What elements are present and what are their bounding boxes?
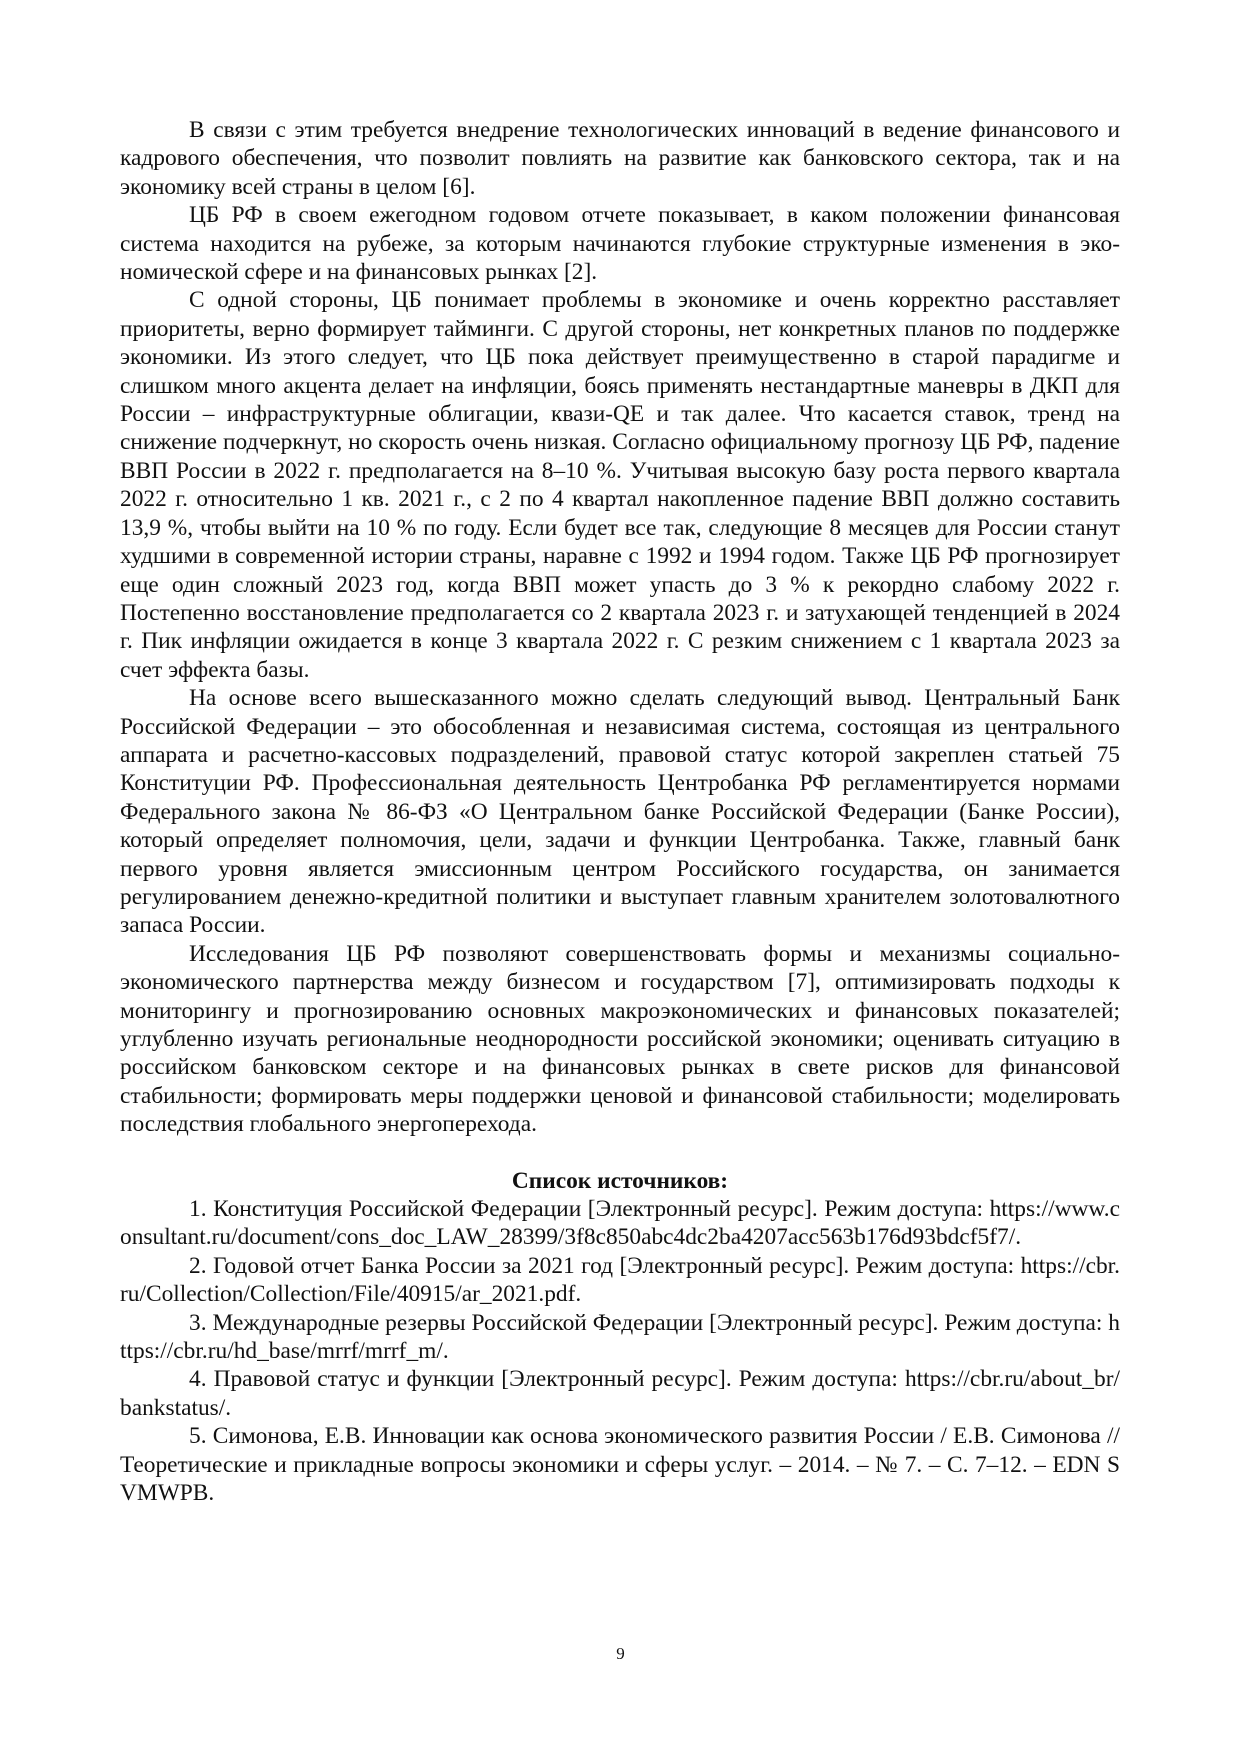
reference-item: 5. Симонова, Е.В. Инновации как основа экономического развития России / Е.В. Симонова // Теоретические и прикладные вопросы экономики и сферы услуг. – 2014. – № 7. – С. 7–12. – EDN SVMWPB. (120, 1423, 1120, 1507)
body-paragraph: На основе всего вышесказанного можно сделать следующий вывод. Центральный Банк Российской Федерации – это обособленная и независимая система, состоящая из центрального аппарата и расчетно-кассовых подразделений, правовой статус которой закреплен статьей 75 Конституции РФ. Профессиональная деятельность Центробанка РФ регламентируется нормами Федерального закона № 86-ФЗ «О Центральном банке Российской Федерации (Банке России), который определяет полномочия, цели, задачи и функции Центробанка. Также, главный банк первого уровня является эмиссионным центром Российского государства, он занимается регулированием денежно-кредитной политики и выступает главным хранителем золотовалютного запаса России. (120, 685, 1120, 939)
body-paragraph: В связи с этим требуется внедрение технологических инноваций в ведение финансового и кадрового обеспечения, что позволит повлиять на развитие как банковского сектора, так и на экономику всей страны в целом [6]. (120, 117, 1120, 200)
reference-list (120, 1195, 1120, 1507)
page-content (120, 116, 1120, 1508)
page-number: 9 (616, 1644, 625, 1663)
references-heading: Список источников: (511, 1167, 729, 1194)
body-paragraph: С одной стороны, ЦБ понимает проблемы в экономике и очень корректно расставляет приоритеты, верно формирует тайминги. С другой стороны, нет конкретных планов по поддержке экономики. Из этого следует, что ЦБ пока действует преимущественно в старой парадигме и слишком много акцента делает на инфляции, боясь применять нестандартные маневры в ДКП для России – инфраструктурные облигации, квази-QE и так далее. Что касается ставок, тренд на снижение подчеркнут, но скорость очень низкая. Согласно официальному прогнозу ЦБ РФ, падение ВВП России в 2022 г. предполагается на 8–10 %. Учитывая высокую базу роста первого квартала 2022 г. относительно 1 кв. 2021 г., с 2 по 4 квартал накопленное падение ВВП должно составить 13,9 %, чтобы выйти на 10 % по году. Если будет все так, следующие 8 месяцев для России станут худшими в современной истории страны, наравне с 1992 и 1994 годом. Также ЦБ РФ прогнозирует еще один сложный 2023 год, когда ВВП может упасть до 3 % к рекордно слабому 2022 г. Постепенно восстановление предполагается со 2 квартала 2023 г. и затухающей тенденцией в 2024 г. Пик инфляции ожидается в конце 3 квартала 2022 г. С резким снижением с 1 квартала 2023 за счет эффекта базы. (120, 287, 1120, 683)
reference-item: 4. Правовой статус и функции [Электронный ресурс]. Режим доступа: https://cbr.ru/about_br/bankstatus/. (120, 1366, 1120, 1421)
reference-item: 2. Годовой отчет Банка России за 2021 год [Электронный ресурс]. Режим доступа: https://cbr.ru/Collection/Collection/File/40915/ar_2021.pdf. (120, 1252, 1120, 1308)
body-paragraph: ЦБ РФ в своем ежегодном годовом отчете показывает, в каком положении финансовая система находится на рубеже, за которым начинаются глубокие структурные изменения в экономической сфере и на финансовых рынках [2]. (120, 202, 1120, 286)
body-paragraph: Исследования ЦБ РФ позволяют совершенствовать формы и механизмы социально-экономического партнерства между бизнесом и государством [7], оптимизировать подходы к мониторингу и прогнозированию основных макроэкономических и финансовых показателей; углубленно изучать региональные неоднородности российской экономики; оценивать ситуацию в российском банковском секторе и на финансовых рынках в свете рисков для финансовой стабильности; формировать меры поддержки ценовой и финансовой стабильности; моделировать последствия глобального энергоперехода. (120, 940, 1120, 1138)
reference-item: 1. Конституция Российской Федерации [Электронный ресурс]. Режим доступа: https://www.consultant.ru/document/cons_doc_LAW_28399/3f8c850abc4dc2ba4207acc563b176d93bdcf5f7/. (120, 1196, 1120, 1251)
reference-item: 3. Международные резервы Российской Федерации [Электронный ресурс]. Режим доступа: https://cbr.ru/hd_base/mrrf/mrrf_m/. (120, 1309, 1120, 1365)
